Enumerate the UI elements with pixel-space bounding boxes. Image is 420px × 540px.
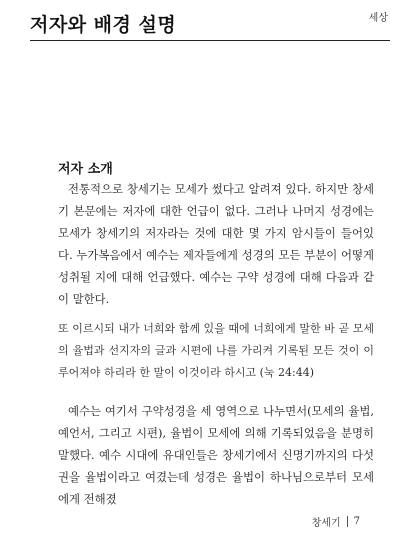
running-footer-book: 창세기 <box>311 518 341 529</box>
section-heading: 저자 소개 <box>58 162 113 177</box>
body-paragraph-2: 예수는 여기서 구약성경을 세 영역으로 나누면서(모세의 율법, 예언서, 그리고 시편), 율법이 모세에 의해 기록되었음을 분명히 말했다. 예수 시대에 유대인들은 창세기에서 신명기까지의 다섯 권을 율법이라고 여겼는데 성경은 율법이 하나님으로부터 모세에게 전해졌 <box>58 404 374 506</box>
footer-divider <box>347 516 348 527</box>
page-title: 저자와 배경 설명 <box>30 14 177 36</box>
scripture-quote: 또 이르시되 내가 너희와 함께 있을 때에 너희에게 말한 바 곧 모세의 율법과 선지자의 글과 시편에 나를 가리켜 기록된 모든 것이 이루어져야 하리라 한 말이 이것이라 하시고 (눅 24:44) <box>58 322 374 379</box>
page-number: 7 <box>353 516 360 527</box>
body-paragraph-1: 전통적으로 창세기는 모세가 썼다고 알려져 있다. 하지만 창세기 본문에는 저자에 대한 언급이 없다. 그러나 나머지 성경에는 모세가 창세기의 저자라는 것에 대한 몇 가지 암시들이 들어있다. 누가복음에서 예수는 제자들에게 성경의 모든 부분이 어떻게 성취될 지에 대해 언급했다. 예수는 구약 성경에 대해 다음과 같이 말한다. <box>58 182 374 306</box>
header-divider <box>30 40 390 41</box>
header-ornament: 세상 <box>368 13 388 24</box>
page-footer <box>312 514 360 529</box>
